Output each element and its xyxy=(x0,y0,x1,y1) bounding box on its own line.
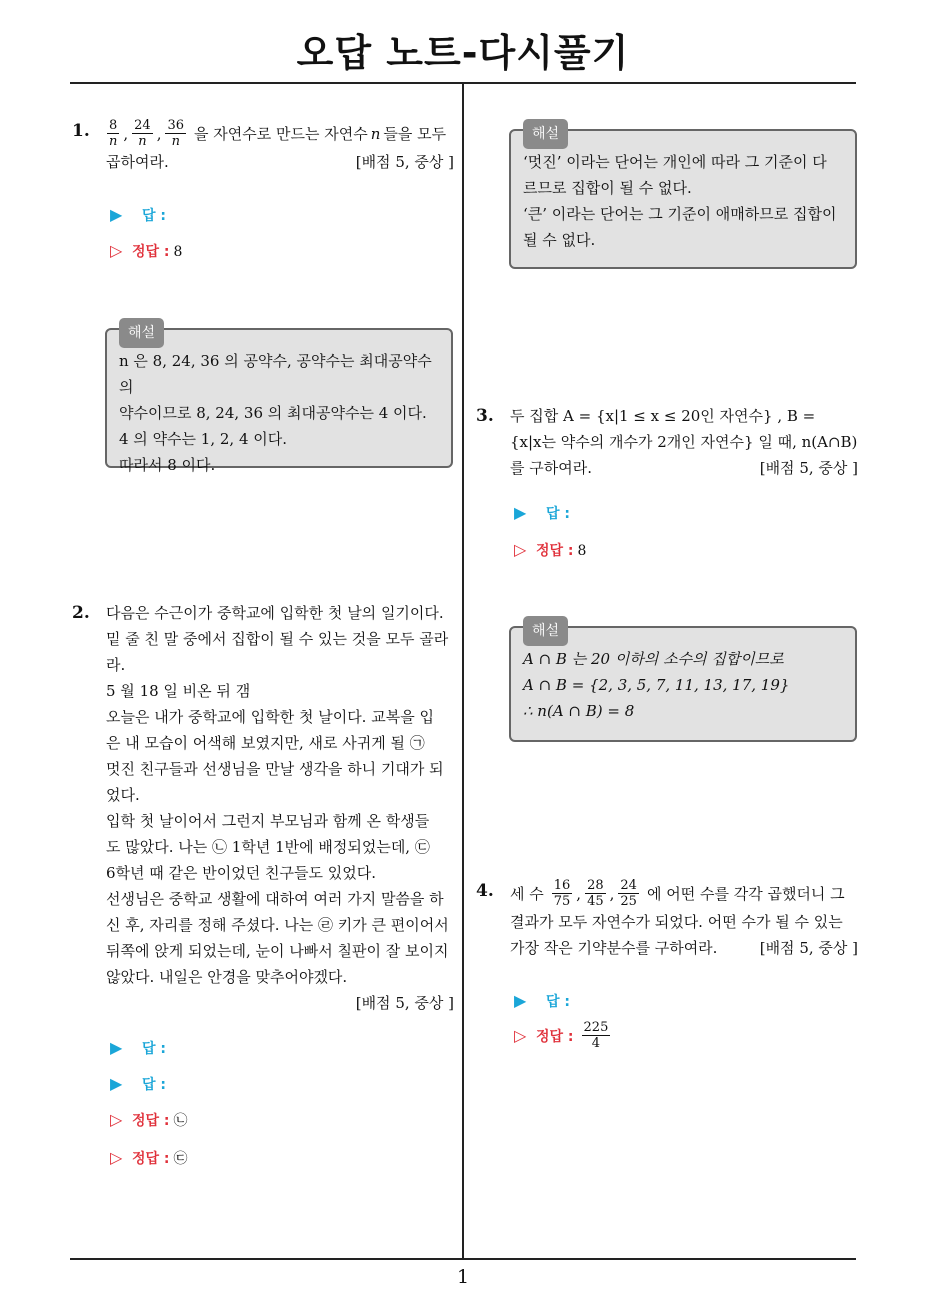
correct-answer: ▷ 정답 : ㉡ xyxy=(110,1110,188,1129)
fraction: $\frac{8}{n}$ xyxy=(109,118,118,149)
explanation-line: ∴ n(A ∩ B) = 8 xyxy=(523,702,635,720)
explanation-line: 르므로 집합이 될 수 없다. xyxy=(523,179,692,197)
page-number: 1 xyxy=(456,1266,470,1288)
answer-field[interactable]: ▶ 답 : xyxy=(110,205,166,224)
correct-answer: ▷ 정답 : ㉢ xyxy=(110,1148,188,1167)
triangle-outline-icon: ▷ xyxy=(514,540,527,559)
triangle-outline-icon: ▷ xyxy=(514,1026,527,1045)
triangle-outline-icon: ▷ xyxy=(110,1110,123,1129)
explanation-line: 4 의 약수는 1, 2, 4 이다. xyxy=(119,430,288,448)
score-label: [배점 5, 중상 ] xyxy=(759,939,858,957)
answer-field[interactable]: ▶ 답 : xyxy=(110,1074,166,1093)
fraction: $\frac{16}{75}$ xyxy=(553,878,571,909)
column-divider xyxy=(462,83,464,1258)
page-title: 오답 노트-다시풀기 xyxy=(296,31,630,75)
score-label: [배점 5, 중상 ] xyxy=(355,153,454,171)
question-number: 4. xyxy=(476,881,494,901)
explanation-line: 약수이므로 8, 24, 36 의 최대공약수는 4 이다. xyxy=(119,404,427,422)
explanation-line: A ∩ B = {2, 3, 5, 7, 11, 13, 17, 19} xyxy=(523,676,790,694)
question-number: 2. xyxy=(72,603,90,623)
play-icon: ▶ xyxy=(110,205,123,224)
question-text: 세 수 $\frac{16}{75}$ , $\frac{28}{45}$ , $\frac{24}{25}$ 에 어떤 수를 각각 곱했더니 그 결과가 모두 자연수가 되었다. 어떤 수가 될 수 있는 가장 작은 기약분수를 구하여라. [배점 5, 중상 ] xyxy=(510,878,858,961)
question-text: 두 집합 A = {x|1 ≤ x ≤ 20인 자연수} , B = {x|x는 약수의 개수가 2개인 자연수} 일 때, n(A∩B) 를 구하여라. [배점 5, 중상 ] xyxy=(510,403,858,481)
fraction: $\frac{24}{n}$ xyxy=(134,118,151,149)
explanation-tag: 해설 xyxy=(523,119,568,149)
explanation-line: ‘멋진’ 이라는 단어는 개인에 따라 그 기준이 다 xyxy=(523,153,827,171)
score-label: [배점 5, 중상 ] xyxy=(759,459,858,477)
fraction: $\frac{225}{4}$ xyxy=(583,1020,609,1051)
correct-answer: ▷ 정답 : 8 xyxy=(514,540,587,559)
explanation-box xyxy=(509,126,857,269)
play-icon: ▶ xyxy=(514,503,527,522)
footer-rule xyxy=(70,1258,856,1260)
explanation-line: 될 수 없다. xyxy=(523,231,596,249)
explanation-line: n 은 8, 24, 36 의 공약수, 공약수는 최대공약수의 xyxy=(119,352,432,396)
explanation-line: A ∩ B 는 20 이하의 소수의 집합이므로 xyxy=(523,650,784,668)
score-label: [배점 5, 중상 ] xyxy=(355,994,454,1012)
fraction: $\frac{36}{n}$ xyxy=(167,118,185,149)
play-icon: ▶ xyxy=(110,1038,123,1057)
question-number: 3. xyxy=(476,406,494,426)
question-text: $\frac{8}{n}$ , $\frac{24}{n}$ , $\frac{36}{n}$ 을 자연수로 만드는 자연수 n 들을 모두 곱하여라. [배점 5, 중상 ] xyxy=(106,118,454,175)
question-text: 다음은 수근이가 중학교에 입학한 첫 날의 일기이다. 밑 줄 친 말 중에서 집합이 될 수 있는 것을 모두 골라 라. 5 월 18 일 비온 뒤 갬 오늘은 내가 중학교에 입학한 첫 날이다. 교복을 입 은 내 모습이 어색해 보였지만, 새로 사귀게 될 ㉠ 멋진 친구들과 선생님을 만날 생각을 하니 기대가 되 었다. 입학 첫 날이어서 그런지 부모님과 함께 온 학생들 도 많았다. 나는 ㉡ 1학년 1반에 배정되었는데, ㉢ 6학년 때 같은 반이었던 친구들도 있었다. 선생님은 중학교 생활에 대하여 여러 가지 말씀을 하 신 후, 자리를 정해 주셨다. 나는 ㉣ 키가 큰 편이어서 뒤쪽에 앉게 되었는데, 눈이 나빠서 칠판이 잘 보이지 않았다. 내일은 안경을 맞추어야겠다. [배점 5, 중상 ] xyxy=(106,600,454,1016)
play-icon: ▶ xyxy=(110,1074,123,1093)
question-number: 1. xyxy=(72,121,90,141)
answer-field[interactable]: ▶ 답 : xyxy=(110,1038,166,1057)
play-icon: ▶ xyxy=(514,991,527,1010)
explanation-line: ‘큰’ 이라는 단어는 그 기준이 애매하므로 집합이 xyxy=(523,205,837,223)
explanation-line: 따라서 8 이다. xyxy=(119,456,216,474)
explanation-box xyxy=(105,325,453,474)
explanation-box xyxy=(509,623,857,742)
triangle-outline-icon: ▷ xyxy=(110,1148,123,1167)
correct-answer: ▷ 정답 : 8 xyxy=(110,241,183,260)
fraction: $\frac{28}{45}$ xyxy=(587,878,604,909)
answer-field[interactable]: ▶ 답 : xyxy=(514,503,570,522)
triangle-outline-icon: ▷ xyxy=(110,241,123,260)
explanation-tag: 해설 xyxy=(119,318,164,348)
answer-field[interactable]: ▶ 답 : xyxy=(514,991,570,1010)
explanation-tag: 해설 xyxy=(523,616,568,646)
fraction: $\frac{24}{25}$ xyxy=(620,878,637,909)
correct-answer: ▷ 정답 : $\frac{225}{4}$ xyxy=(514,1020,609,1051)
